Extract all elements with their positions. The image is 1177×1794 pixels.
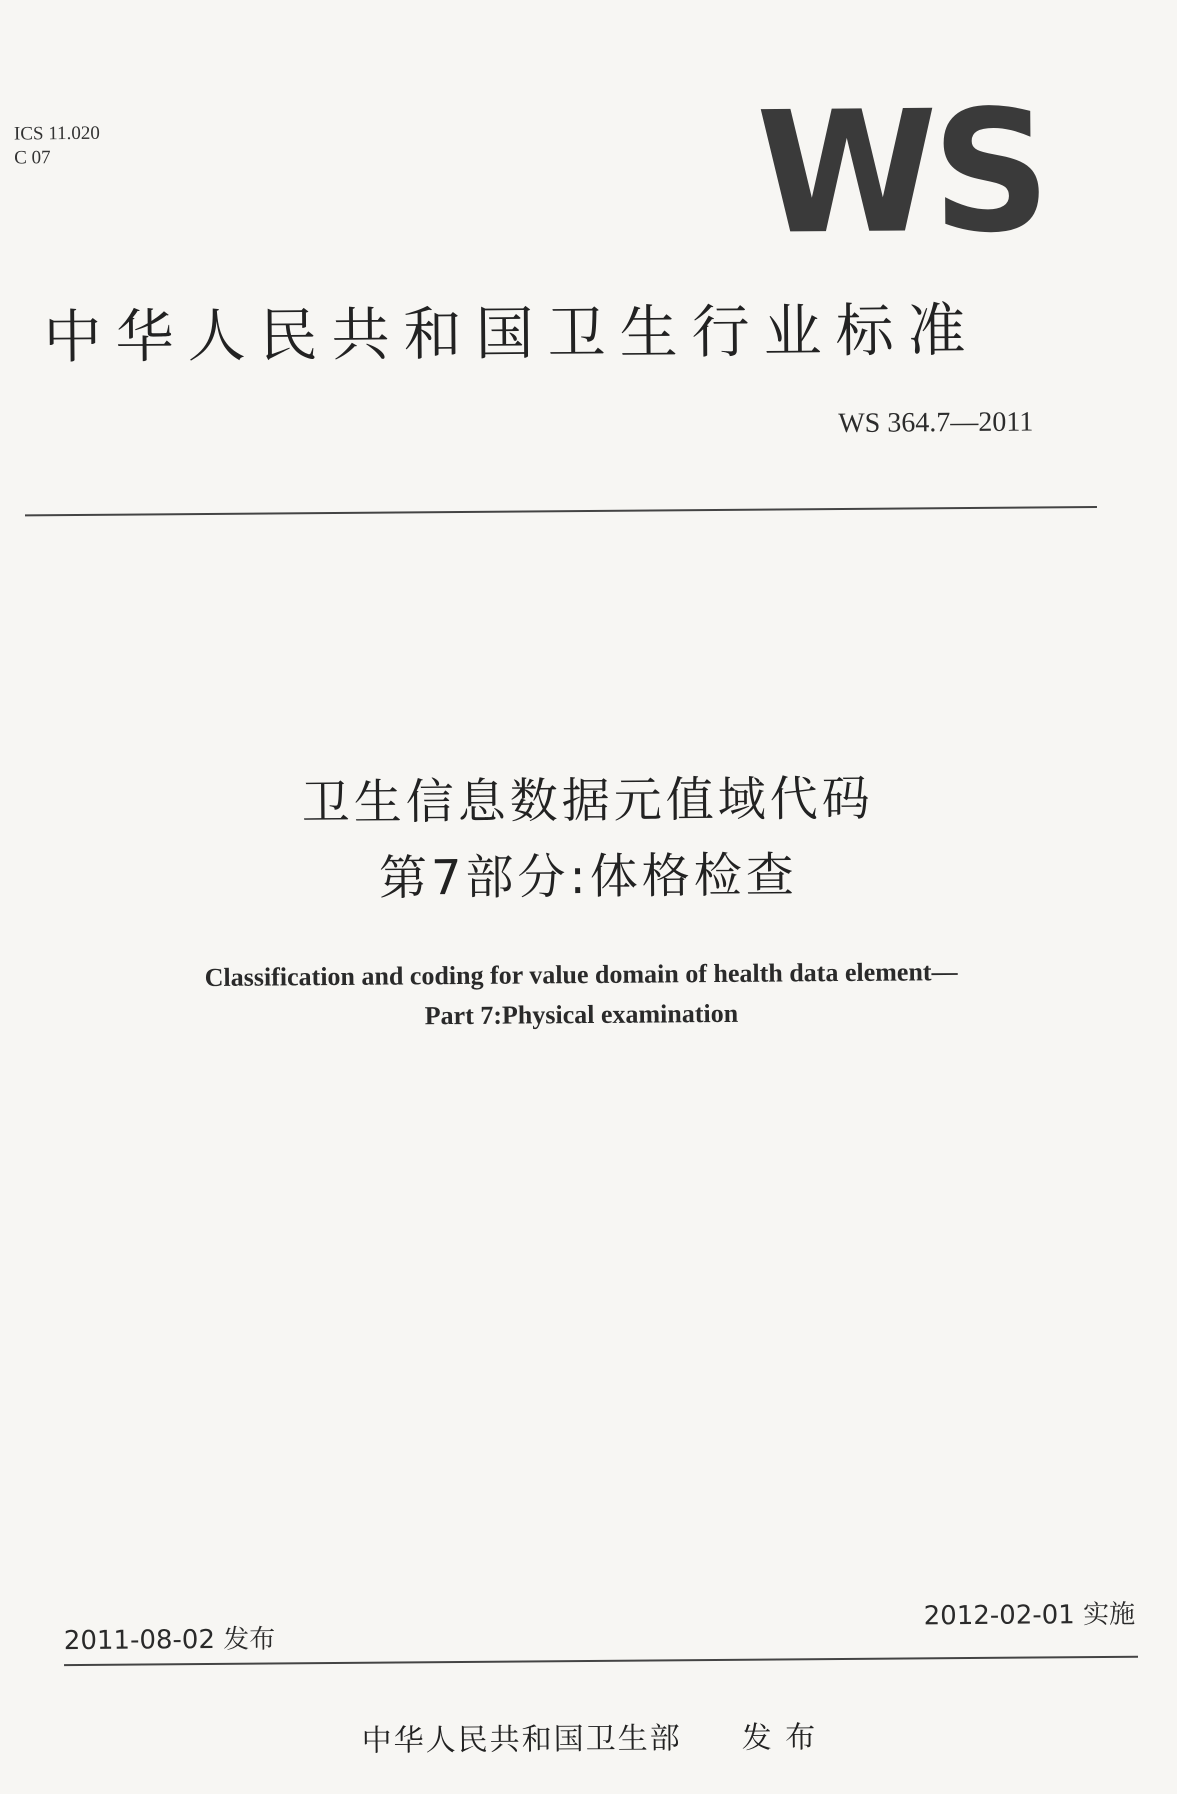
implementation-date: 2012-02-01 实施 xyxy=(923,1599,1136,1632)
title-cn-line1: 卫生信息数据元值域代码 xyxy=(301,770,874,832)
ics-code: ICS 11.020 xyxy=(13,122,100,145)
issuer-org: 中华人民共和国卫生部 xyxy=(361,1721,682,1759)
title-en-line1: Classification and coding for value domain of health data element— xyxy=(204,957,958,993)
bottom-divider xyxy=(64,1656,1138,1666)
top-divider xyxy=(25,506,1097,516)
issuer xyxy=(361,1712,817,1760)
issue-date: 2011-08-02 发布 xyxy=(63,1624,276,1657)
issuer-action: 发 布 xyxy=(741,1720,818,1756)
standard-number: WS 364.7—2011 xyxy=(838,406,1034,440)
title-en-line2: Part 7:Physical examination xyxy=(424,998,739,1031)
ws-logo: WS xyxy=(755,73,1046,272)
classification-codes xyxy=(14,122,100,171)
title-cn-line2: 第7部分:体格检查 xyxy=(378,847,798,907)
ccs-code: C 07 xyxy=(14,147,51,169)
standard-category: 中华人民共和国卫生行业标准 xyxy=(43,295,980,372)
